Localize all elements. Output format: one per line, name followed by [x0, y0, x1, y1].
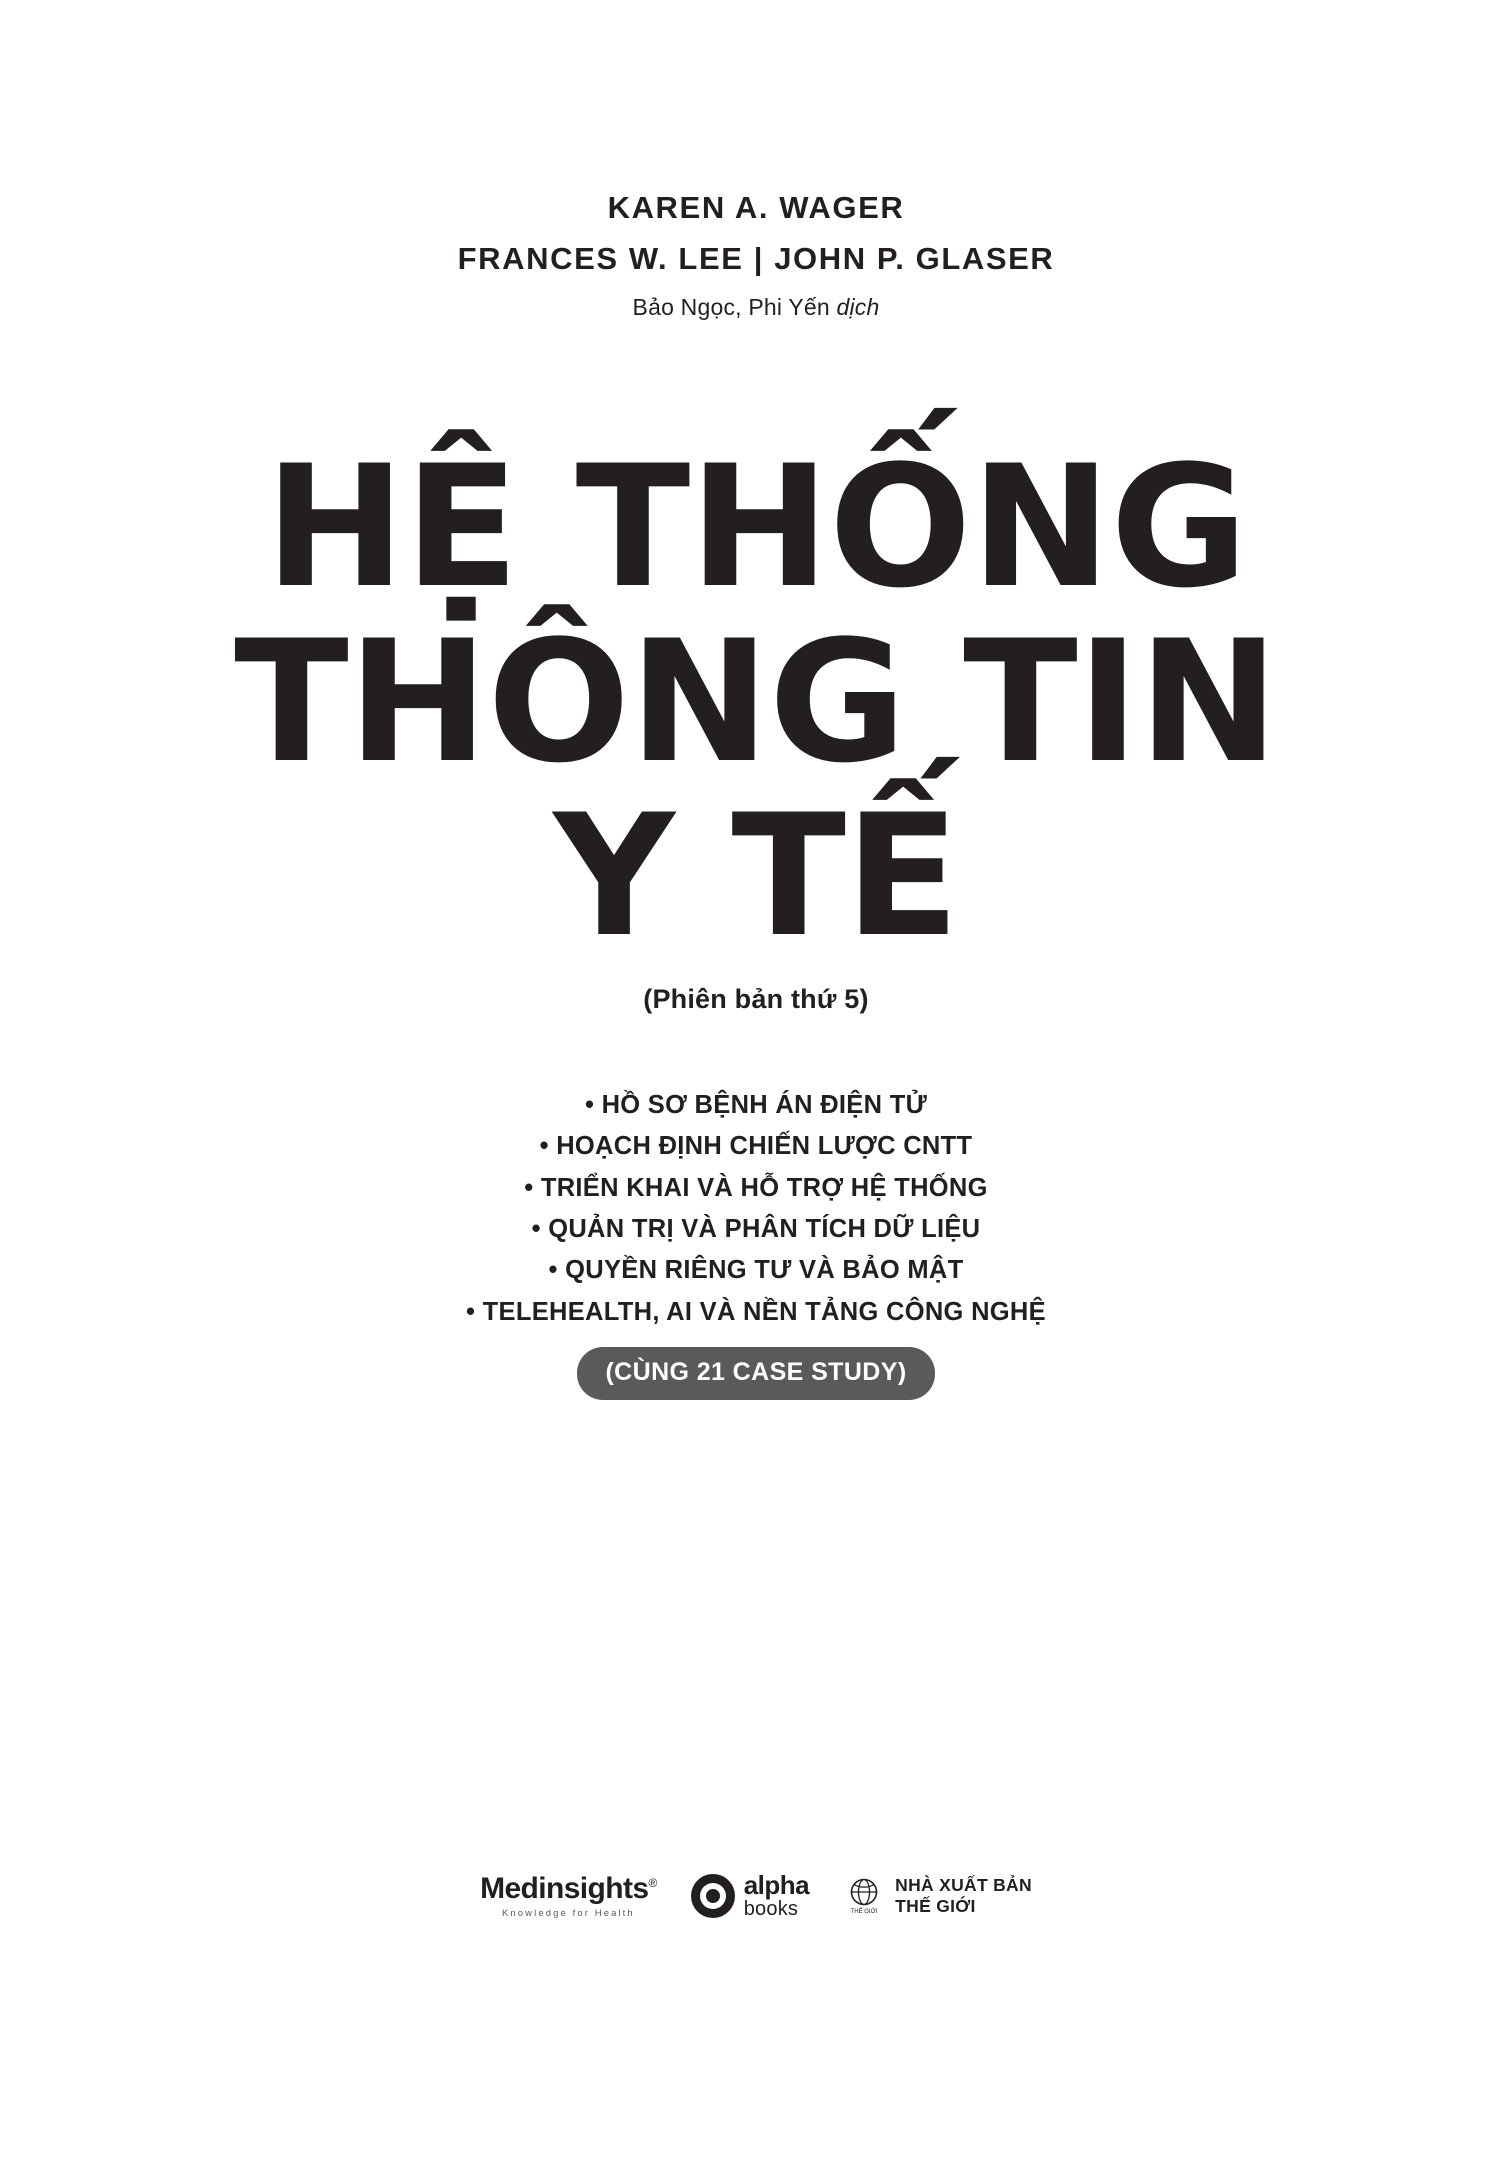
- feature-list: [0, 1085, 1512, 1333]
- alphabooks-logo: [691, 1872, 809, 1920]
- list-item: • QUYỀN RIÊNG TƯ VÀ BẢO MẬT: [548, 1256, 964, 1285]
- alphabooks-line-1: alpha: [743, 1870, 810, 1900]
- globe-icon: [843, 1875, 885, 1917]
- the-gioi-publisher-logo: [843, 1875, 1032, 1918]
- book-title: [0, 429, 1512, 974]
- the-gioi-line-2: THẾ GIỚI: [895, 1896, 976, 1917]
- list-item: • QUẢN TRỊ VÀ PHÂN TÍCH DỮ LIỆU: [531, 1214, 981, 1243]
- title-line-1: HỆ THỐNG: [264, 429, 1248, 626]
- case-study-badge: (CÙNG 21 CASE STUDY): [577, 1347, 934, 1400]
- list-item: • TELEHEALTH, AI VÀ NỀN TẢNG CÔNG NGHỆ: [466, 1297, 1046, 1326]
- publisher-logos: [0, 1872, 1512, 1920]
- translators-line: [0, 294, 1512, 321]
- author-secondary: FRANCES W. LEE | JOHN P. GLASER: [457, 240, 1055, 276]
- list-item: • TRIỂN KHAI VÀ HỖ TRỢ HỆ THỐNG: [524, 1173, 988, 1202]
- author-primary: KAREN A. WAGER: [607, 190, 905, 225]
- list-item: • HOẠCH ĐỊNH CHIẾN LƯỢC CNTT: [539, 1132, 973, 1161]
- title-line-3: Y TẾ: [553, 777, 959, 974]
- alpha-circle-icon: [691, 1874, 735, 1918]
- list-item: • HỒ SƠ BỆNH ÁN ĐIỆN TỬ: [584, 1091, 928, 1120]
- registered-mark-icon: ®: [648, 1875, 657, 1890]
- authors-block: [0, 188, 1512, 321]
- the-gioi-line-1: NHÀ XUẤT BẢN: [895, 1874, 1032, 1895]
- medinsights-brand-text: [480, 1871, 657, 1905]
- edition-label: (Phiên bản thứ 5): [643, 984, 869, 1015]
- medinsights-logo: [480, 1871, 657, 1919]
- medinsights-tagline: Knowledge for Health: [501, 1907, 635, 1919]
- svg-text:THẾ GIỚI: THẾ GIỚI: [850, 1909, 878, 1916]
- translators-role: dịch: [836, 294, 880, 321]
- title-line-2: THÔNG TIN: [234, 603, 1278, 800]
- case-study-badge-wrap: [577, 1347, 934, 1400]
- translators-names: Bảo Ngọc, Phi Yến: [632, 294, 830, 321]
- medinsights-name: Medinsights: [480, 1871, 649, 1905]
- the-gioi-text: [895, 1875, 1032, 1918]
- alphabooks-line-2: books: [743, 1898, 799, 1921]
- alphabooks-text: [744, 1872, 809, 1920]
